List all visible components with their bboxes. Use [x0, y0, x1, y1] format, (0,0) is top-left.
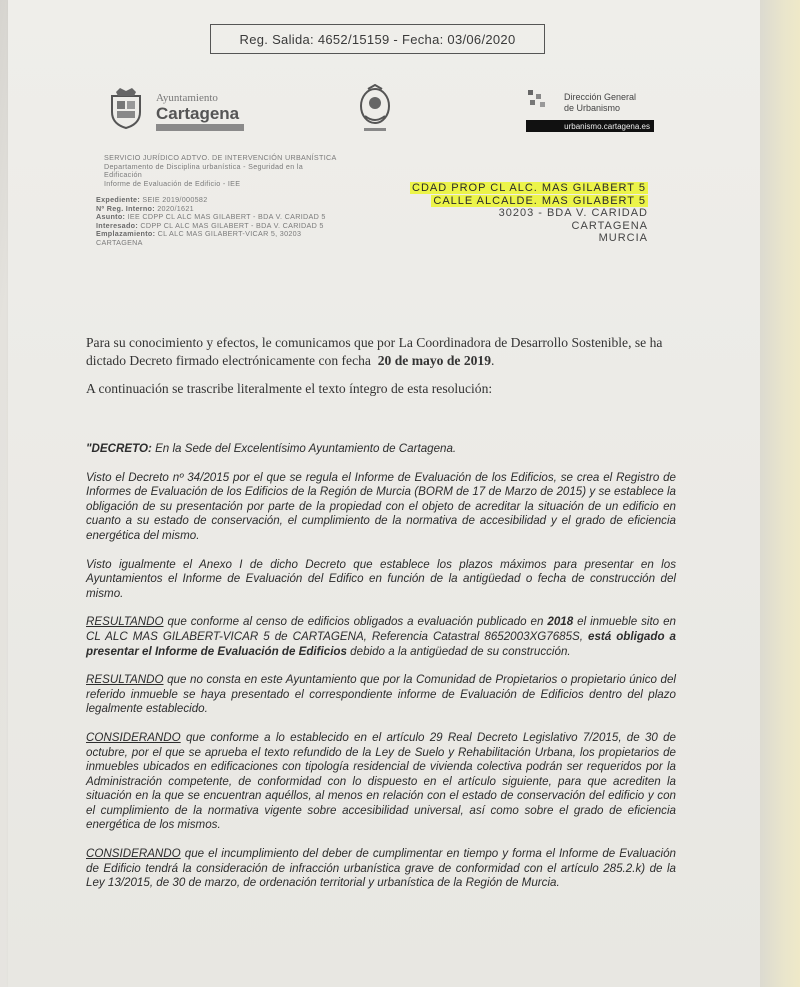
dept-line1: SERVICIO JURÍDICO ADTVO. DE INTERVENCIÓN URBANÍSTICA	[104, 153, 337, 162]
city-crest-icon	[104, 86, 148, 130]
dept-line2: Departamento de Disciplina urbanística - Seguridad en la	[104, 161, 303, 171]
interesado-label: Interesado:	[96, 220, 139, 230]
registry-text: Reg. Salida: 4652/15159 - Fecha: 03/06/2020	[239, 31, 516, 47]
registro-label: Nº Reg. Interno:	[96, 203, 155, 213]
registro-value: 2020/1621	[157, 203, 194, 213]
intro-transcription-note: A continuación se trascribe literalmente el texto íntegro de esta resolución:	[86, 381, 493, 396]
resultando-1-year: 2018	[547, 615, 574, 629]
decree-lead	[86, 442, 676, 457]
decree-paragraph-considerando-2	[86, 847, 676, 891]
intro-text: Para su conocimiento y efectos, le comunicamos que por La Coordinadora de Desarrollo Sostenible, se ha dictado Decreto firmado electrónicamente con fecha	[86, 335, 663, 368]
decree-paragraph-resultando-1	[86, 615, 676, 659]
urbanismo-logo	[526, 88, 654, 134]
seal-icon	[350, 84, 400, 134]
decree-paragraph-visto-2: Visto igualmente el Anexo I de dicho Decreto que establece los plazos máximos para presentar en los Ayuntamientos el Informe de Evaluación del Edifico en función de la antigüedad o fecha de construcción del mismo.	[86, 557, 676, 600]
urbanismo-mark-icon	[526, 88, 556, 110]
emplazamiento-value: CL ALC MAS GILABERT-VICAR 5, 30203	[157, 229, 302, 239]
logo-direccion-line2: de Urbanismo	[564, 103, 621, 113]
page-edge	[760, 0, 800, 987]
intro-section	[86, 334, 666, 408]
resultando-1-text-b: el inmueble sito en CL ALC MAS GILABERT-VICAR 5 de CARTAGENA, Referencia Catastral 8652003XG7685S,	[86, 615, 676, 643]
interesado-value: CDPP CL ALC MAS GILABERT - BDA V. CARIDAD 5	[140, 220, 324, 230]
address-line5: MURCIA	[598, 232, 648, 245]
cartagena-logo	[104, 86, 264, 136]
expediente-label: Expediente:	[96, 195, 141, 204]
decree-text	[86, 442, 676, 905]
logo-direccion-line1: Dirección General	[564, 92, 637, 102]
address-line2: CALLE ALCALDE. MAS GILABERT 5	[433, 194, 646, 207]
registry-stamp	[210, 24, 545, 54]
resultando-1-head: RESULTANDO	[86, 615, 164, 629]
asunto-label: Asunto:	[96, 212, 126, 222]
logo-ayuntamiento-text: Ayuntamiento	[156, 92, 218, 104]
decree-lead-label: "DECRETO:	[86, 442, 152, 455]
file-info-block	[96, 196, 396, 248]
decree-paragraph-resultando-2	[86, 673, 676, 717]
considerando-1-head: CONSIDERANDO	[86, 730, 181, 744]
address-line3: 30203 - BDA V. CARIDAD	[498, 207, 648, 220]
considerando-2-head: CONSIDERANDO	[86, 847, 181, 861]
dept-line3: Edificación	[104, 170, 143, 180]
address-line4: CARTAGENA	[571, 219, 648, 232]
logo-url-text: urbanismo.cartagena.es	[564, 121, 650, 131]
decree-lead-rest: En la Sede del Excelentísimo Ayuntamiento de Cartagena.	[151, 442, 457, 455]
resultando-1-text-a: que conforme al censo de edificios obligados a evaluación publicado en	[163, 615, 548, 629]
decree-paragraph-considerando-1	[86, 731, 676, 833]
expediente-value: SEIE 2019/000582	[142, 195, 208, 204]
logo-strip	[156, 124, 244, 131]
asunto-value: IEE CDPP CL ALC MAS GILABERT - BDA V. CARIDAD 5	[127, 212, 326, 222]
resultando-2-text: que no consta en este Ayuntamiento que por la Comunidad de Propietarios o propietario único del referido inmueble se haya presentado el correspondiente informe de Evaluación de Edificios dentro del plazo legalmente establecido.	[86, 673, 676, 716]
file-city: CARTAGENA	[96, 237, 143, 247]
dept-line4: Informe de Evaluación de Edificio - IEE	[104, 178, 241, 188]
department-block	[104, 154, 404, 188]
resultando-2-head: RESULTANDO	[86, 673, 164, 687]
address-line1: CDAD PROP CL ALC. MAS GILABERT 5	[412, 182, 646, 194]
recipient-address	[410, 182, 648, 245]
logo-url-bar	[526, 120, 654, 132]
resultando-1-text-c: debido a la antigüedad de su construcción.	[346, 644, 571, 658]
logo-city-text: Cartagena	[156, 104, 240, 123]
resultando-1-bold: está obligado a presentar el Informe de Evaluación de Edificios	[86, 629, 676, 658]
intro-date: 20 de mayo de 2019	[377, 353, 492, 368]
emplazamiento-label: Emplazamiento:	[96, 229, 156, 239]
intro-paragraph: Para su conocimiento y efectos, le comunicamos que por La Coordinadora de Desarrollo Sostenible, se ha dictado Decreto firmado electrónicamente con fecha 20 de mayo de 2019.	[86, 335, 663, 368]
decree-paragraph-visto-1: Visto el Decreto nº 34/2015 por el que se regula el Informe de Evaluación de los Edificios, se crea el Registro de Informes de Evaluación de los Edificios de la Región de Murcia (BORM de 17 de Marzo de 2015) y se establece la obligación de su presentación por parte de la propiedad con el objeto de acreditar la situación de un edificio en cuanto a su estado de conservación, el cumplimiento de la normativa de accesibilidad y el grado de eficiencia energética del mismo.	[86, 470, 676, 542]
considerando-2-text: que el incumplimiento del deber de cumplimentar en tiempo y forma el Informe de Evaluación de Edificio tendrá la consideración de infracción urbanística grave de conformidad con el artículo 285.2.k) de la Ley 13/2015, de 30 de marzo, de ordenación territorial y urbanística de la Región de Murcia.	[86, 847, 676, 890]
considerando-1-text: que conforme a lo establecido en el artículo 29 Real Decreto Legislativo 7/2015, de 30 de octubre, por el que se aprueba el texto refundido de la Ley de Suelo y Rehabilitación Urbana, los propietarios de inmuebles ubicados en edificaciones con tipología residencial de vivienda colectiva podrán ser requeridos por la Administración competente, de conformidad con lo dispuesto en el artículo siguiente, para que acrediten la situación en la que se encuentran aquéllos, al menos en relación con el estado de conservación del edificio y con el cumplimiento de la normativa vigente sobre accesibilidad universal, así como sobre el grado de eficiencia energética de los mismos.	[86, 730, 676, 832]
